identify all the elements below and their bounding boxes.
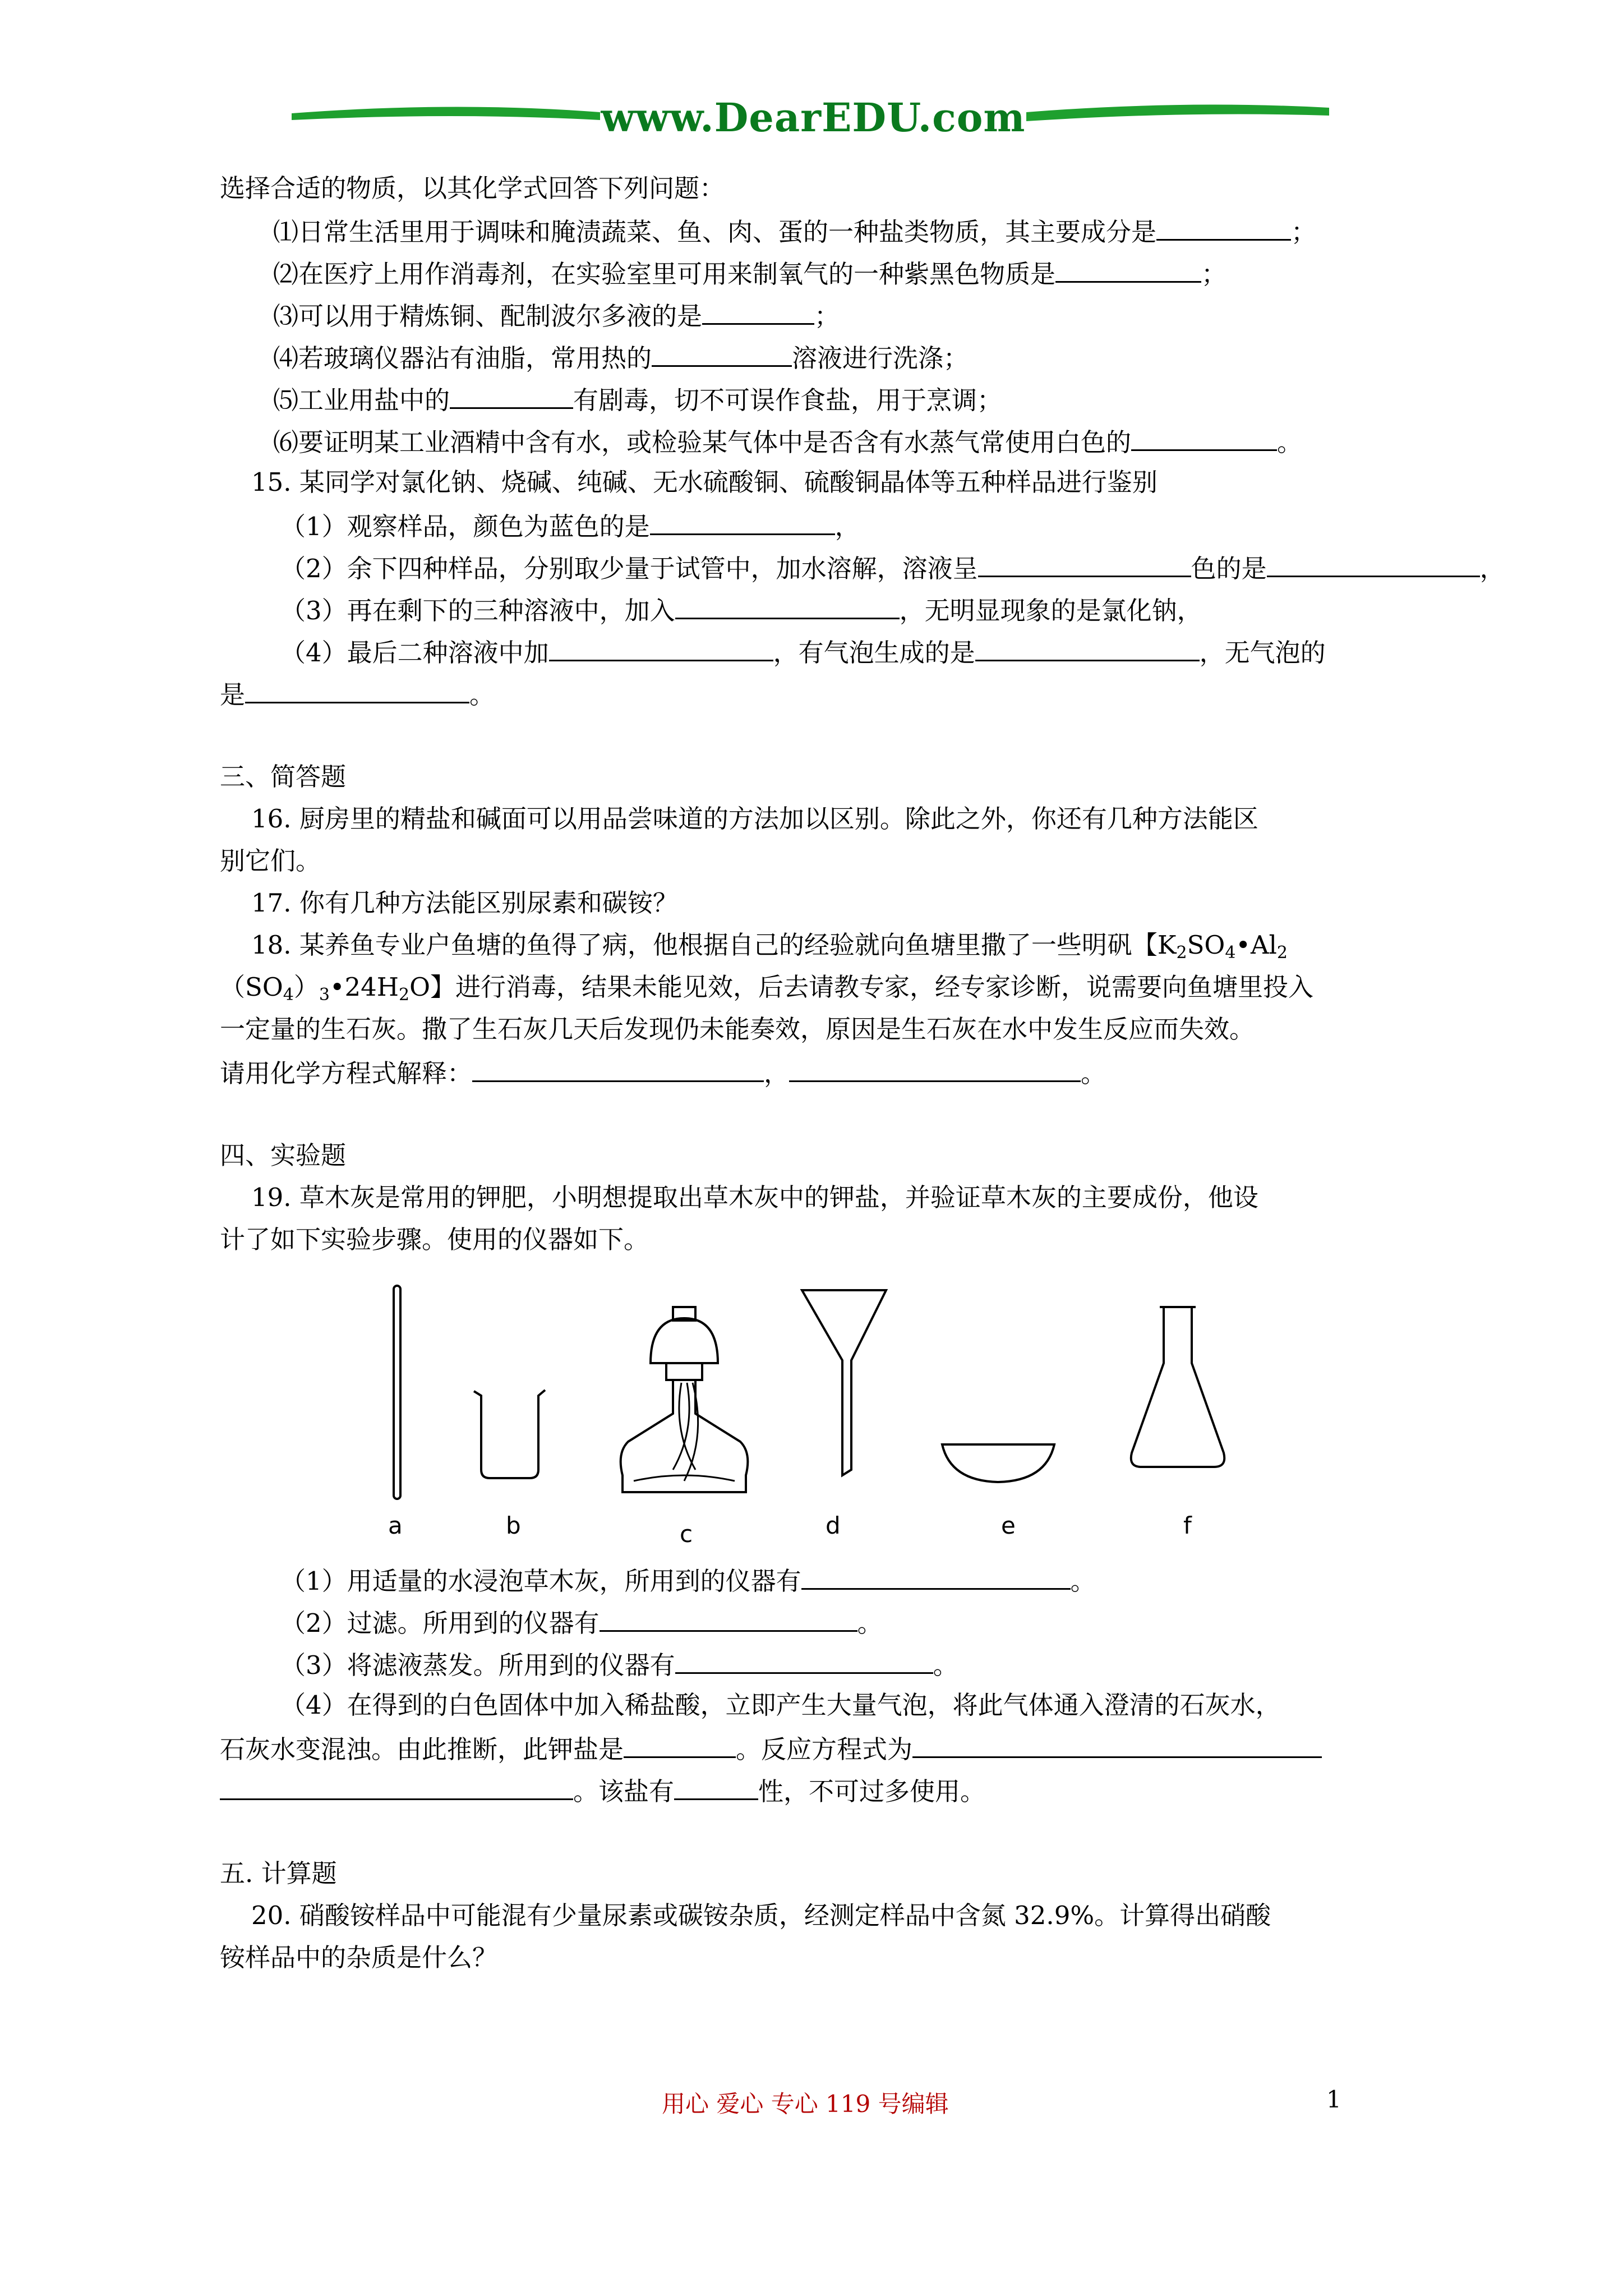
question-15: 15. 某同学对氯化钠、烧碱、纯碱、无水硫酸铜、硫酸铜晶体等五种样品进行鉴别 <box>251 467 1158 497</box>
answer-blank[interactable] <box>220 1773 573 1800</box>
answer-blank[interactable] <box>801 1562 1071 1590</box>
question-item-6: ⑹要证明某工业酒精中含有水，或检验某气体中是否含有水蒸气常使用白色的 。 <box>273 424 1302 459</box>
question-item-1: ⑴日常生活里用于调味和腌渍蔬菜、鱼、肉、蛋的一种盐类物质，其主要成分是 ； <box>273 213 1316 249</box>
answer-blank[interactable] <box>1131 424 1277 451</box>
answer-blank[interactable] <box>675 1646 933 1674</box>
funnel-icon <box>802 1290 886 1475</box>
answer-blank[interactable] <box>675 592 900 619</box>
answer-blank[interactable] <box>912 1731 1322 1758</box>
glass-rod-icon <box>394 1286 400 1499</box>
answer-blank[interactable] <box>978 550 1191 577</box>
answer-blank[interactable] <box>975 634 1200 661</box>
question-item-4: ⑷若玻璃仪器沾有油脂，常用热的 溶液进行洗涤； <box>273 339 969 375</box>
question-18-cont-3: 请用化学方程式解释： ， 。 <box>220 1055 1106 1091</box>
answer-blank[interactable] <box>650 508 835 535</box>
question-15-4-cont: 是 。 <box>220 676 495 712</box>
answer-blank[interactable] <box>789 1055 1081 1082</box>
answer-blank[interactable] <box>674 1773 758 1800</box>
question-item-3: ⑶可以用于精炼铜、配制波尔多液的是 ； <box>273 297 840 333</box>
question-20-cont: 铵样品中的杂质是什么？ <box>220 1943 498 1972</box>
question-item-2: ⑵在医疗上用作消毒剂，在实验室里可用来制氧气的一种紫黑色物质是 ； <box>273 255 1227 291</box>
section-title-5: 五. 计算题 <box>220 1858 337 1888</box>
answer-blank[interactable] <box>624 1731 736 1758</box>
alcohol-lamp-icon <box>621 1307 748 1492</box>
question-15-1: （1）观察样品，颜色为蓝色的是 ， <box>280 508 860 544</box>
apparatus-label-a: a <box>388 1512 403 1539</box>
answer-blank[interactable] <box>472 1055 764 1082</box>
question-16: 16. 厨房里的精盐和碱面可以用品尝味道的方法加以区别。除此之外，你还有几种方法能区 <box>251 804 1258 834</box>
conical-flask-icon <box>1131 1307 1224 1467</box>
question-17: 17. 你有几种方法能区别尿素和碳铵？ <box>251 888 678 918</box>
question-18-cont-1: $(SO_4)_3•24H_2O$】进行消毒，结果未能见效，后去请教专家，经专家诊断，说需要向鱼塘里投入 <box>220 972 1313 1005</box>
beaker-icon <box>474 1390 545 1478</box>
apparatus-label-f: f <box>1183 1512 1192 1539</box>
answer-blank[interactable] <box>1267 550 1480 577</box>
answer-blank[interactable] <box>549 634 773 661</box>
section-title-4: 四、实验题 <box>220 1140 347 1170</box>
answer-blank[interactable] <box>1156 213 1291 241</box>
apparatus-label-b: b <box>506 1512 521 1539</box>
question-20: 20. 硝酸铵样品中可能混有少量尿素或碳铵杂质，经测定样品中含氮 32.9%。计算得出硝酸 <box>251 1901 1271 1930</box>
apparatus-label-d: d <box>826 1512 841 1539</box>
question-16-cont: 别它们。 <box>220 846 321 876</box>
section-title-3: 三、简答题 <box>220 762 347 792</box>
question-19-3: （3）将滤液蒸发。所用到的仪器有 。 <box>280 1646 958 1682</box>
question-18-cont-2: 一定量的生石灰。撒了生石灰几天后发现仍未能奏效，原因是生石灰在水中发生反应而失效。 <box>220 1014 1255 1044</box>
question-19-4-cont-2: 。该盐有 性，不可过多使用。 <box>220 1773 985 1809</box>
question-19: 19. 草木灰是常用的钾肥，小明想提取出草木灰中的钾盐，并验证草木灰的主要成份，他设 <box>251 1182 1258 1212</box>
answer-blank[interactable] <box>600 1604 857 1632</box>
question-15-2: （2）余下四种样品，分别取少量于试管中，加水溶解，溶液呈 色的是 ， <box>280 550 1505 586</box>
apparatus-figure <box>359 1285 1245 1548</box>
evaporating-dish-icon <box>942 1444 1054 1482</box>
question-19-1: （1）用适量的水浸泡草木灰，所用到的仪器有 。 <box>280 1562 1096 1598</box>
question-19-4-cont: 石灰水变混浊。由此推断，此钾盐是 。反应方程式为 <box>220 1731 1322 1766</box>
question-item-5: ⑸工业用盐中的 有剧毒，切不可误作食盐，用于烹调； <box>273 381 1002 417</box>
answer-blank[interactable] <box>450 381 573 409</box>
question-18: 18. 某养鱼专业户鱼塘的鱼得了病，他根据自己的经验就向鱼塘里撒了一些明矾【$K_2SO_4•Al_2$ <box>251 930 1288 963</box>
question-19-4: （4）在得到的白色固体中加入稀盐酸，立即产生大量气泡，将此气体通入澄清的石灰水， <box>280 1690 1281 1720</box>
header-logo-text: www.DearEDU.com <box>601 94 1026 141</box>
apparatus-label-c: c <box>680 1520 693 1548</box>
answer-blank[interactable] <box>1055 255 1201 283</box>
answer-blank[interactable] <box>702 297 814 325</box>
answer-blank[interactable] <box>245 676 469 703</box>
intro-line: 选择合适的物质，以其化学式回答下列问题： <box>220 173 725 203</box>
answer-blank[interactable] <box>652 339 792 367</box>
question-15-4: （4）最后二种溶液中加 ，有气泡生成的是 ，无气泡的 <box>280 634 1326 670</box>
page-number: 1 <box>1326 2086 1341 2113</box>
footer-text: 用心 爱心 专心 119 号编辑 <box>662 2090 949 2118</box>
question-15-3: （3）再在剩下的三种溶液中，加入 ，无明显现象的是氯化钠， <box>280 592 1202 628</box>
question-19-cont: 计了如下实验步骤。使用的仪器如下。 <box>220 1225 649 1254</box>
apparatus-label-e: e <box>1001 1512 1016 1539</box>
question-19-2: （2）过滤。所用到的仪器有 。 <box>280 1604 883 1640</box>
apparatus-drawing <box>359 1285 1245 1548</box>
